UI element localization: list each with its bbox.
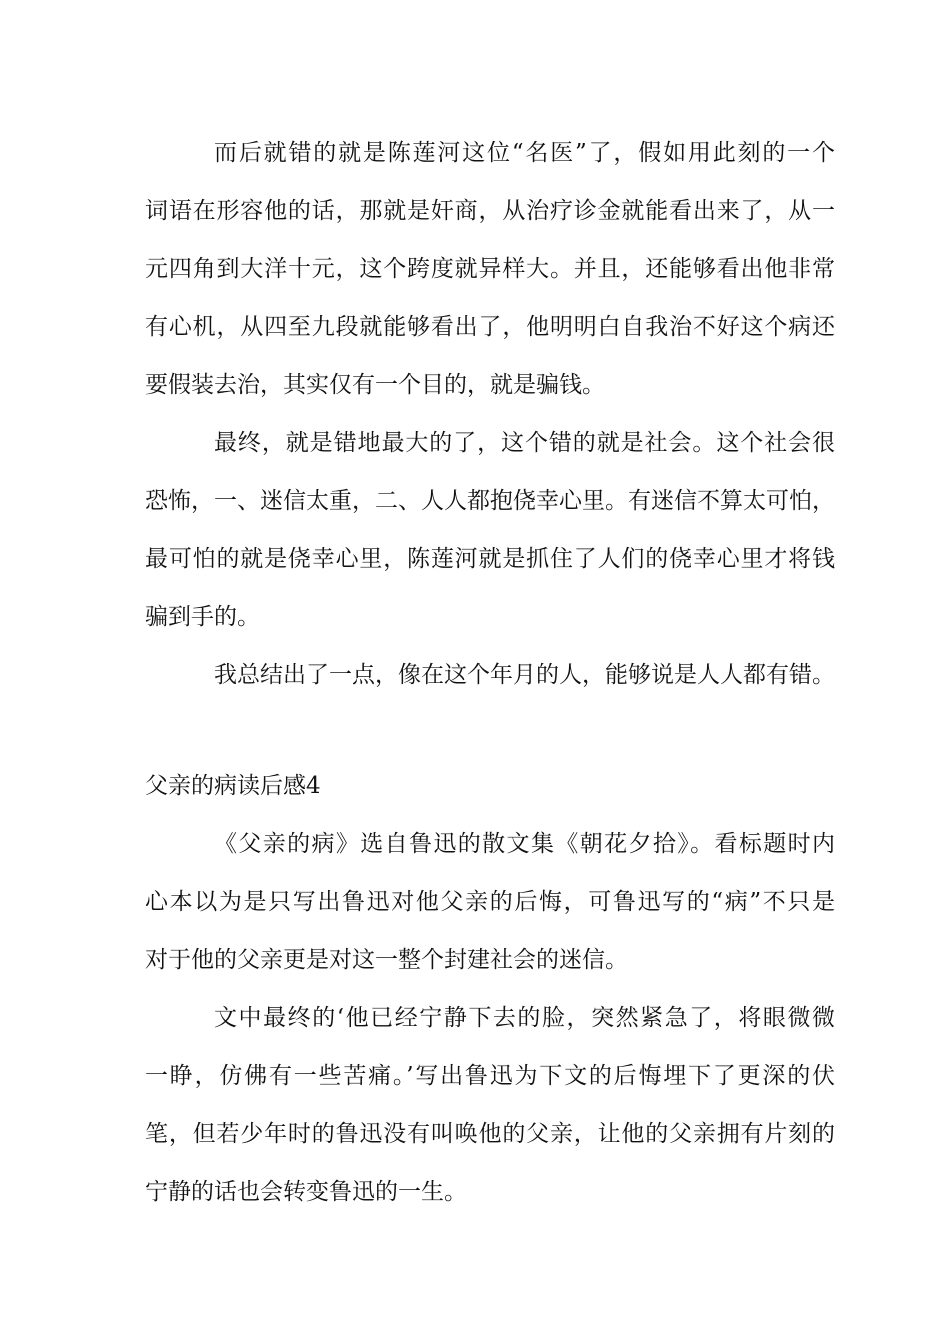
- paragraph-line: 要假装去治，其实仅有一个目的，就是骗钱。: [145, 372, 605, 398]
- paragraph-line: 最可怕的就是侥幸心里，陈莲河就是抓住了人们的侥幸心里才将钱: [145, 546, 835, 572]
- paragraph-line: 对于他的父亲更是对这一整个封建社会的迷信。: [145, 947, 628, 973]
- paragraph-line: 骗到手的。: [145, 604, 260, 630]
- section-heading: 父亲的病读后感4: [145, 773, 321, 799]
- paragraph-line: 恐怖，一、迷信太重，二、人人都抱侥幸心里。有迷信不算太可怕，: [145, 488, 835, 514]
- paragraph-line: 《父亲的病》选自鲁迅的散文集《朝花夕拾》。看标题时内: [214, 831, 835, 857]
- paragraph-line: 心本以为是只写出鲁迅对他父亲的后悔，可鲁迅写的“病”不只是: [145, 889, 835, 915]
- paragraph-line: 我总结出了一点，像在这个年月的人，能够说是人人都有错。: [214, 662, 835, 688]
- paragraph-line: 笔，但若少年时的鲁迅没有叫唤他的父亲，让他的父亲拥有片刻的: [145, 1121, 835, 1147]
- paragraph-line: 一睁，仿佛有一些苦痛。’写出鲁迅为下文的后悔埋下了更深的伏: [145, 1063, 835, 1089]
- paragraph-line: 最终，就是错地最大的了，这个错的就是社会。这个社会很: [214, 430, 835, 456]
- paragraph-line: 词语在形容他的话，那就是奸商，从治疗诊金就能看出来了，从一: [145, 198, 835, 224]
- paragraph-line: 元四角到大洋十元，这个跨度就异样大。并且，还能够看出他非常: [145, 256, 835, 282]
- paragraph-line: 而后就错的就是陈莲河这位“名医”了，假如用此刻的一个: [214, 140, 835, 166]
- paragraph-line: 文中最终的‘他已经宁静下去的脸，突然紧急了，将眼微微: [214, 1005, 835, 1031]
- paragraph-line: 宁静的话也会转变鲁迅的一生。: [145, 1179, 467, 1205]
- paragraph-line: 有心机，从四至九段就能够看出了，他明明白自我治不好这个病还: [145, 314, 835, 340]
